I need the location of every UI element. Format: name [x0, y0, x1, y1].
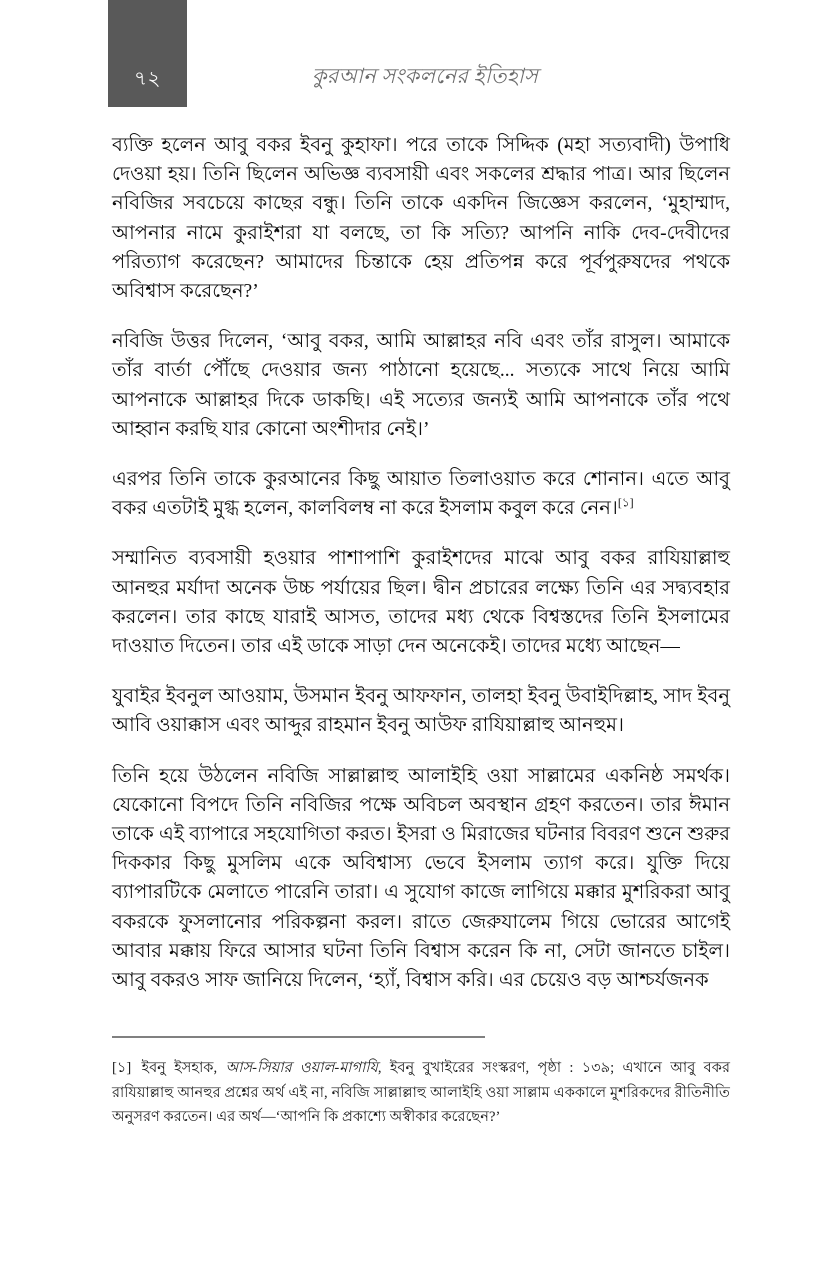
paragraph: [112, 762, 730, 996]
footnote-area: [112, 1036, 730, 1130]
footnote-reference: [১]: [617, 495, 634, 510]
paragraph-text: সম্মানিত ব্যবসায়ী হওয়ার পাশাপাশি কুরাইশদের মাঝে আবু বকর রাযিয়াল্লাহু আনহুর মর্যাদা অনেক উচ্চ পর্যায়ের ছিল। দ্বীন প্রচারের লক্ষ্যে তিনি এর সদ্ব্যবহার করলেন। তার কাছে যারাই আসত, তাদের মধ্য থেকে বিশ্বস্তদের তিনি ইসলামের দাওয়াত দিতেন। তার এই ডাকে সাড়া দেন অনেকেই। তাদের মধ্যে আছেন—: [112, 548, 730, 658]
paragraph-text: তিনি হয়ে উঠলেন নবিজি সাল্লাল্লাহু আলাইহি ওয়া সাল্লামের একনিষ্ঠ সমর্থক। যেকোনো বিপদে তিনি নবিজির পক্ষে অবিচল অবস্থান গ্রহণ করতেন। তার ঈমান তাকে এই ব্যাপারে সহযোগিতা করত। ইসরা ও মিরাজের ঘটনার বিবরণ শুনে শুরুর দিককার কিছু মুসলিম একে অবিশ্বাস্য ভেবে ইসলাম ত্যাগ করে। যুক্তি দিয়ে ব্যাপারটিকে মেলাতে পারেনি তারা। এ সুযোগ কাজে লাগিয়ে মক্কার মুশরিকরা আবু বকরকে ফুসলানোর পরিকল্পনা করল। রাতে জেরুযালেম গিয়ে ভোরের আগেই আবার মক্কায় ফিরে আসার ঘটনা তিনি বিশ্বাস করেন কি না, সেটা জানতে চাইল। আবু বকরও সাফ জানিয়ে দিলেন, ‘হ্যাঁ, বিশ্বাস করি। এর চেয়েও বড় আশ্চর্যজনক: [112, 765, 730, 992]
paragraph-text: ব্যক্তি হলেন আবু বকর ইবনু কুহাফা। পরে তাকে সিদ্দিক (মহা সত্যবাদী) উপাধি দেওয়া হয়। তিনি ছিলেন অভিজ্ঞ ব্যবসায়ী এবং সকলের শ্রদ্ধার পাত্র। আর ছিলেন নবিজির সবচেয়ে কাছের বন্ধু। তিনি তাকে একদিন জিজ্ঞেস করলেন, ‘মুহাম্মাদ, আপনার নামে কুরাইশরা যা বলছে, তা কি সত্যি? আপনি নাকি দেব-দেবীদের পরিত্যাগ করেছেন? আমাদের চিন্তাকে হেয় প্রতিপন্ন করে পূর্বপুরুষদের পথকে অবিশ্বাস করেছেন?’: [112, 135, 730, 303]
paragraph: [112, 682, 730, 740]
running-title: কুরআন সংকলনের ইতিহাস: [311, 64, 539, 88]
footnote-text-before-title: ইবনু ইসহাক,: [133, 1060, 226, 1076]
footnote-text-after-title: , ইবনু বুখাইরের সংস্করণ, পৃষ্ঠা : ১৩৯; এখানে আবু বকর রাযিয়াল্লাহু আনহুর প্রশ্নের অর্থ এই না, নবিজি সাল্লাল্লাহু আলাইহি ওয়া সাল্লাম এককালে মুশরিকদের রীতিনীতি অনুসরণ করতেন। এর অর্থ—‘আপনি কি প্রকাশ্যে অস্বীকার করেছেন?’: [112, 1060, 730, 1125]
footnote-separator-rule: [112, 1036, 485, 1038]
paragraph-text: যুবাইর ইবনুল আওয়াম, উসমান ইবনু আফফান, তালহা ইবনু উবাইদিল্লাহ, সাদ ইবনু আবি ওয়াক্কাস এবং আব্দুর রাহমান ইবনু আউফ রাযিয়াল্লাহু আনহুম।: [112, 686, 730, 737]
paragraph: [112, 327, 730, 444]
footnote-citation-title: আস-সিয়ার ওয়াল-মাগাযি: [225, 1060, 378, 1076]
page-number: ৭২: [133, 68, 161, 90]
folio-box: [108, 0, 187, 107]
paragraph: [112, 465, 730, 523]
paragraph: [112, 544, 730, 661]
paragraph-text: এরপর তিনি তাকে কুরআনের কিছু আয়াত তিলাওয়াত করে শোনান। এতে আবু বকর এতটাই মুগ্ধ হলেন, কালবিলম্ব না করে ইসলাম কবুল করে নেন।: [112, 469, 730, 520]
page-header: [0, 0, 822, 112]
body-text: [112, 131, 730, 995]
paragraph: [112, 131, 730, 306]
paragraph-text: নবিজি উত্তর দিলেন, ‘আবু বকর, আমি আল্লাহর নবি এবং তাঁর রাসুল। আমাকে তাঁর বার্তা পৌঁছে দেওয়ার জন্য পাঠানো হয়েছে... সত্যকে সাথে নিয়ে আমি আপনাকে আল্লাহর দিকে ডাকছি। এই সত্যের জন্যই আমি আপনাকে তাঁর পথে আহ্বান করছি যার কোনো অংশীদার নেই।’: [112, 331, 730, 440]
footnote-marker: [১]: [112, 1060, 132, 1076]
footnote-entry: [112, 1056, 730, 1130]
